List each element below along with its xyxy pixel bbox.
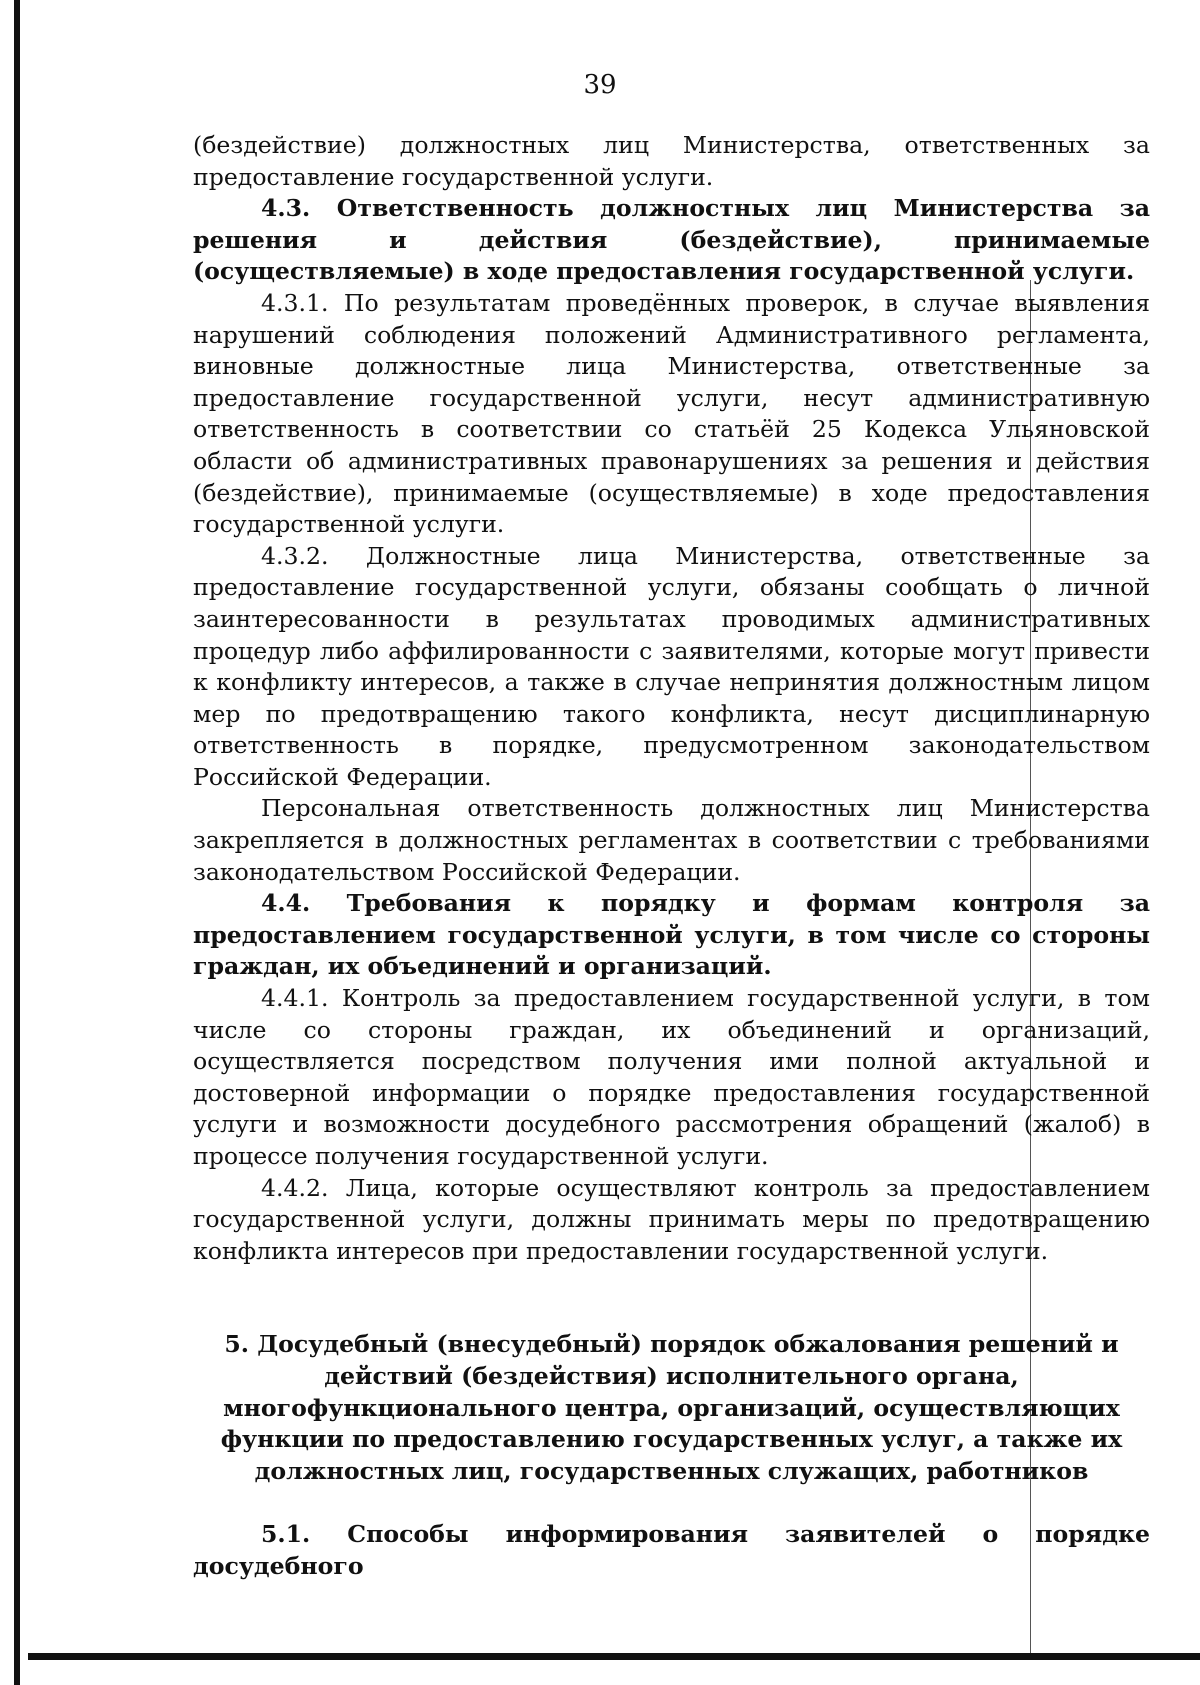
section-heading-5: 5. Досудебный (внесудебный) порядок обжалования решений и действий (бездействия) исполнительного органа, многофункционального центра, организаций, осуществляющих функции по предоставлению государственных услуг, а также их должностных лиц, государственных служащих, работников — [220, 1330, 1123, 1485]
paragraph-4-4-1: 4.4.1. Контроль за предоставлением государственной услуги, в том числе со стороны граждан, их объединений и организаций, осуществляется посредством получения ими полной актуальной и достоверной информации о порядке предоставления государственной услуги и возможности досудебного рассмотрения обращений (жалоб) в процессе получения государственной услуги. — [193, 984, 1150, 1170]
paragraph-4-3-2: 4.3.2. Должностные лица Министерства, ответственные за предоставление государственной услуги, обязаны сообщать о личной заинтересованности в результатах проводимых административных процедур либо аффилированности с заявителями, которые могут привести к конфликту интересов, а также в случае непринятия должностным лицом мер по предотвращению такого конфликта, несут дисциплинарную ответственность в порядке, предусмотренном законодательством Российской Федерации. — [193, 541, 1150, 791]
subsection-heading-4-4: 4.4. Требования к порядку и формам контроля за предоставлением государственной услуги, в том числе со стороны граждан, их объединений и организаций. — [193, 889, 1150, 981]
subsection-heading-5-1: 5.1. Способы информирования заявителей о порядке досудебного — [193, 1520, 1150, 1580]
document-body — [193, 130, 1150, 1583]
paragraph-4-3-1: 4.3.1. По результатам проведённых проверок, в случае выявления нарушений соблюдения положений Административного регламента, виновные должностные лица Министерства, ответственные за предоставление государственной услуги, несут административную ответственность в соответствии со статьёй 25 Кодекса Ульяновской области об административных правонарушениях за решения и действия (бездействие), принимаемые (осуществляемые) в ходе предоставления государственной услуги. — [193, 288, 1150, 539]
subsection-heading-4-3: 4.3. Ответственность должностных лиц Министерства за решения и действия (бездействие), принимаемые (осуществляемые) в ходе предоставления государственной услуги. — [193, 194, 1150, 286]
paragraph-continuation: (бездействие) должностных лиц Министерства, ответственных за предоставление государственной услуги. — [193, 131, 1150, 191]
scan-edge-bottom — [28, 1653, 1200, 1660]
scan-edge-left — [14, 0, 20, 1685]
paragraph-4-4-2: 4.4.2. Лица, которые осуществляют контроль за предоставлением государственной услуги, должны принимать меры по предотвращению конфликта интересов при предоставлении государственной услуги. — [193, 1173, 1150, 1265]
paragraph-personal-responsibility: Персональная ответственность должностных лиц Министерства закрепляется в должностных регламентах в соответствии с требованиями законодательством Российской Федерации. — [193, 794, 1150, 886]
page-number: 39 — [583, 70, 617, 100]
